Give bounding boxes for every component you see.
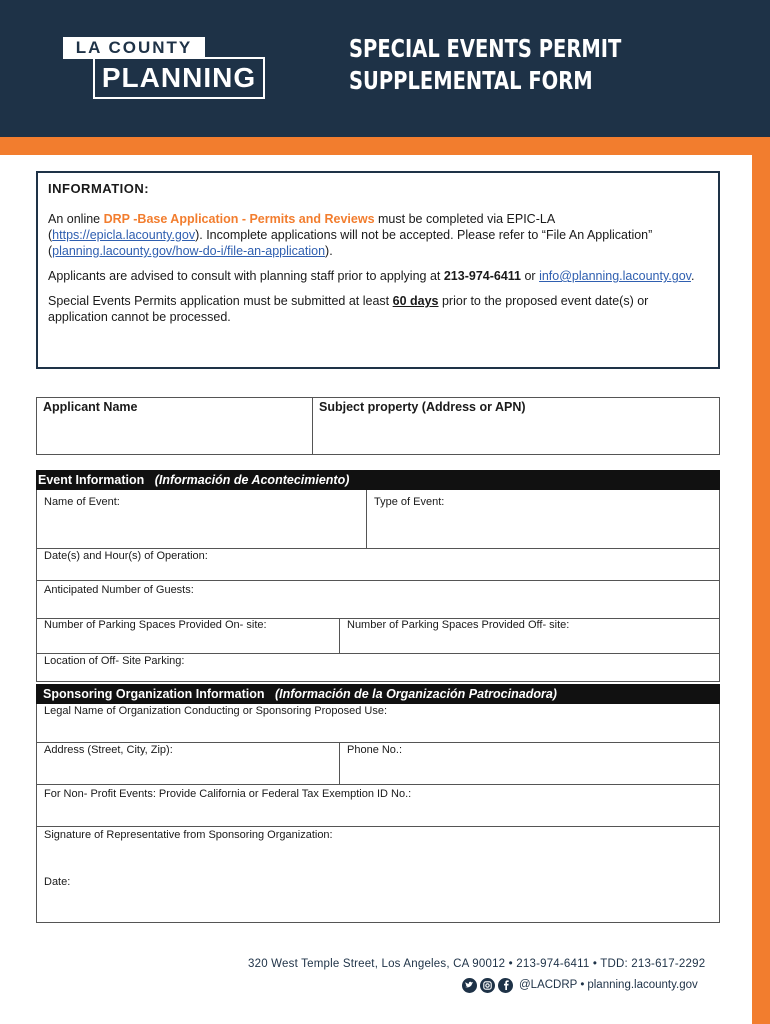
- social-handle[interactable]: @LACDRP: [519, 979, 578, 991]
- planning-phone: 213-974-6411: [443, 269, 521, 283]
- facebook-icon[interactable]: [498, 978, 513, 993]
- info-paragraph-consult: [48, 268, 708, 284]
- orange-side-bar: [752, 155, 770, 1024]
- subject-property-field[interactable]: [313, 398, 719, 454]
- info-text: or: [521, 269, 540, 283]
- epicla-link[interactable]: https://epicla.lacounty.gov: [52, 228, 196, 242]
- event-section-subtitle: (Información de Acontecimiento): [154, 473, 350, 487]
- table-divider: [339, 742, 340, 784]
- event-section-title: Event Information: [38, 473, 145, 487]
- logo-planning-text: PLANNING: [93, 57, 265, 99]
- applicant-name-label: Applicant Name: [43, 400, 138, 414]
- information-heading: INFORMATION:: [48, 181, 150, 196]
- onsite-parking-field[interactable]: Number of Parking Spaces Provided On- site:: [44, 619, 267, 631]
- sponsoring-organization-bar: [36, 684, 720, 704]
- event-type-field[interactable]: Type of Event:: [374, 496, 445, 508]
- file-application-link[interactable]: planning.lacounty.gov/how-do-i/file-an-application: [52, 244, 326, 258]
- planning-email-link[interactable]: info@planning.lacounty.gov: [539, 269, 691, 283]
- event-dates-field[interactable]: Date(s) and Hour(s) of Operation:: [44, 550, 208, 562]
- guest-count-field[interactable]: Anticipated Number of Guests:: [44, 584, 194, 596]
- signature-date-field[interactable]: Date:: [44, 876, 71, 888]
- application-type-highlight: DRP -Base Application - Permits and Reviews: [103, 212, 375, 226]
- form-title-line2: SUPPLEMENTAL FORM: [349, 66, 593, 95]
- info-text: .: [690, 269, 695, 283]
- applicant-table: [36, 397, 720, 455]
- event-name-field[interactable]: Name of Event:: [44, 496, 120, 508]
- applicant-name-field[interactable]: [37, 398, 313, 454]
- info-text: Applicants are advised to consult with planning staff prior to applying at: [48, 269, 444, 283]
- offsite-parking-location-field[interactable]: Location of Off- Site Parking:: [44, 655, 185, 667]
- table-divider: [37, 784, 719, 785]
- info-paragraph-application: [48, 211, 708, 259]
- offsite-parking-field[interactable]: Number of Parking Spaces Provided Off- site:: [347, 619, 570, 631]
- event-information-bar: [36, 470, 720, 490]
- organization-address-field[interactable]: Address (Street, City, Zip):: [44, 744, 173, 756]
- table-divider: [37, 742, 719, 743]
- sponsor-section-title: Sponsoring Organization Information: [43, 687, 265, 701]
- table-divider: [37, 580, 719, 581]
- footer-social-row: [462, 977, 698, 993]
- sponsor-section-subtitle: (Información de la Organización Patrocinadora): [274, 687, 557, 701]
- table-divider: [37, 826, 719, 827]
- tax-exemption-id-field[interactable]: For Non- Profit Events: Provide California or Federal Tax Exemption ID No.:: [44, 788, 412, 800]
- twitter-icon[interactable]: [462, 978, 477, 993]
- sponsoring-organization-table: [36, 704, 720, 923]
- info-paragraph-deadline: [48, 293, 708, 325]
- info-text: must be completed via EPIC-LA (: [48, 212, 555, 242]
- table-divider: [339, 618, 340, 653]
- logo-county-text: LA COUNTY: [63, 37, 205, 59]
- instagram-icon[interactable]: [480, 978, 495, 993]
- subject-property-label: Subject property (Address or APN): [319, 400, 526, 414]
- table-divider: [37, 653, 719, 654]
- info-text: prior to the proposed event date(s) or application cannot be processed.: [48, 294, 649, 324]
- deadline-days: 60 days: [392, 294, 439, 308]
- event-information-table: [36, 490, 720, 682]
- info-text: ). Incomplete applications will not be accepted. Please refer to “File An Application” (: [48, 228, 653, 258]
- table-divider: [366, 490, 367, 548]
- form-title-line1: SPECIAL EVENTS PERMIT: [349, 34, 622, 63]
- website-link[interactable]: planning.lacounty.gov: [587, 979, 698, 991]
- footer-separator: •: [580, 979, 585, 991]
- info-text: ).: [325, 244, 333, 258]
- information-box: [36, 171, 720, 369]
- footer-address: 320 West Temple Street, Los Angeles, CA 90012 • 213-974-6411 • TDD: 213-617-2292: [248, 958, 706, 970]
- representative-signature-field[interactable]: Signature of Representative from Sponsoring Organization:: [44, 829, 333, 841]
- info-text: An online: [48, 212, 104, 226]
- organization-legal-name-field[interactable]: Legal Name of Organization Conducting or Sponsoring Proposed Use:: [44, 705, 388, 717]
- info-text: Special Events Permits application must be submitted at least: [48, 294, 393, 308]
- table-divider: [37, 548, 719, 549]
- orange-accent-strip: [0, 137, 770, 155]
- organization-phone-field[interactable]: Phone No.:: [347, 744, 403, 756]
